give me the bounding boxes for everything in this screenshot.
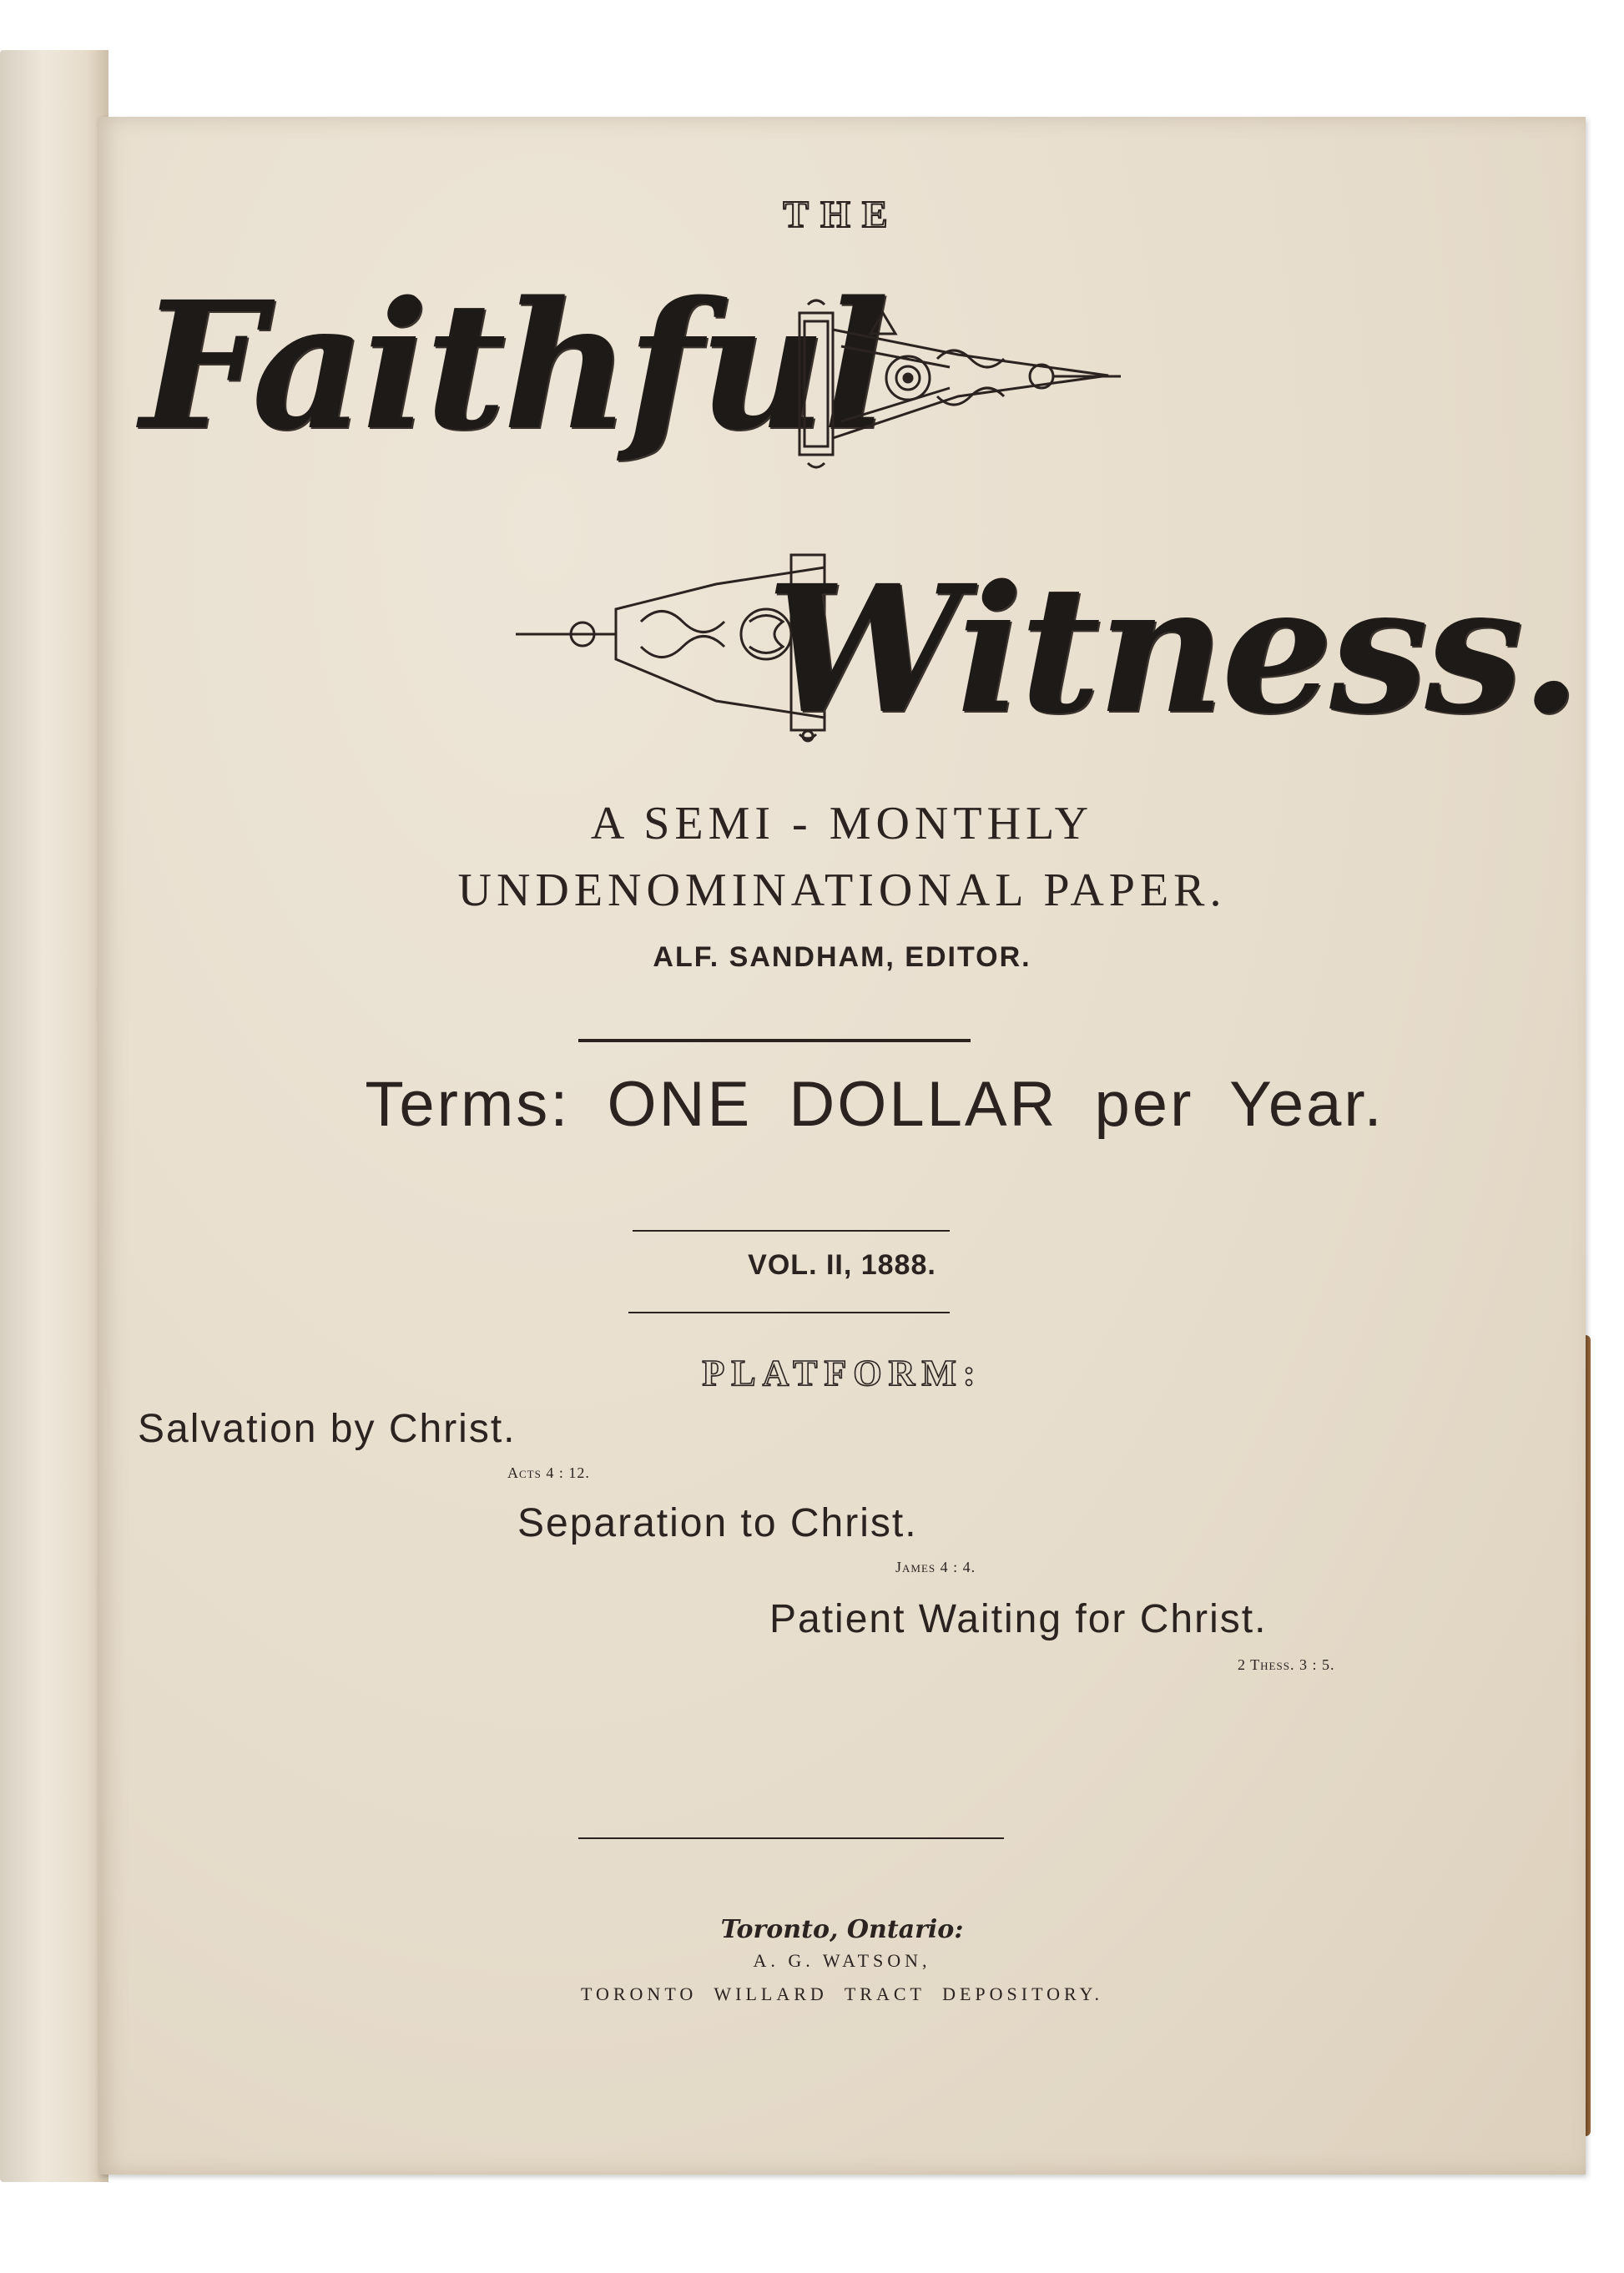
imprint-publisher: A. G. WATSON, — [753, 1950, 931, 1971]
editor-line: ALF. SANDHAM, EDITOR. — [653, 941, 1031, 973]
volume-label: VOL. II, 1888. — [748, 1249, 936, 1281]
divider-rule — [578, 1837, 1004, 1839]
imprint-place: Toronto, Ontario: — [720, 1915, 964, 1944]
platform-item: Patient Waiting for Christ. — [769, 1597, 1268, 1641]
subtitle-line-1: A SEMI - MONTHLY — [590, 798, 1094, 849]
title-page — [98, 117, 1586, 2175]
platform-item: Salvation by Christ. — [138, 1407, 517, 1451]
platform-item: Separation to Christ. — [517, 1501, 918, 1545]
subtitle-line-2: UNDENOMINATIONAL PAPER. — [457, 864, 1227, 916]
imprint-depository: TORONTO WILLARD TRACT DEPOSITORY. — [580, 1983, 1104, 2004]
scripture-reference: Acts 4 : 12. — [507, 1464, 590, 1481]
book-spine-left-page — [0, 50, 108, 2182]
title-the: THE — [783, 193, 900, 235]
divider-rule — [628, 1312, 950, 1313]
title-witness: Witness. — [766, 547, 1578, 753]
platform-heading: PLATFORM: — [702, 1353, 982, 1394]
subscription-terms: Terms: ONE DOLLAR per Year. — [365, 1069, 1384, 1140]
scripture-reference: 2 Thess. 3 : 5. — [1238, 1656, 1335, 1673]
scripture-reference: James 4 : 4. — [895, 1559, 976, 1575]
divider-rule — [633, 1230, 950, 1232]
title-faithful: Faithful — [140, 263, 886, 469]
title-ornament-right-icon — [791, 296, 1125, 471]
divider-rule — [578, 1039, 971, 1042]
